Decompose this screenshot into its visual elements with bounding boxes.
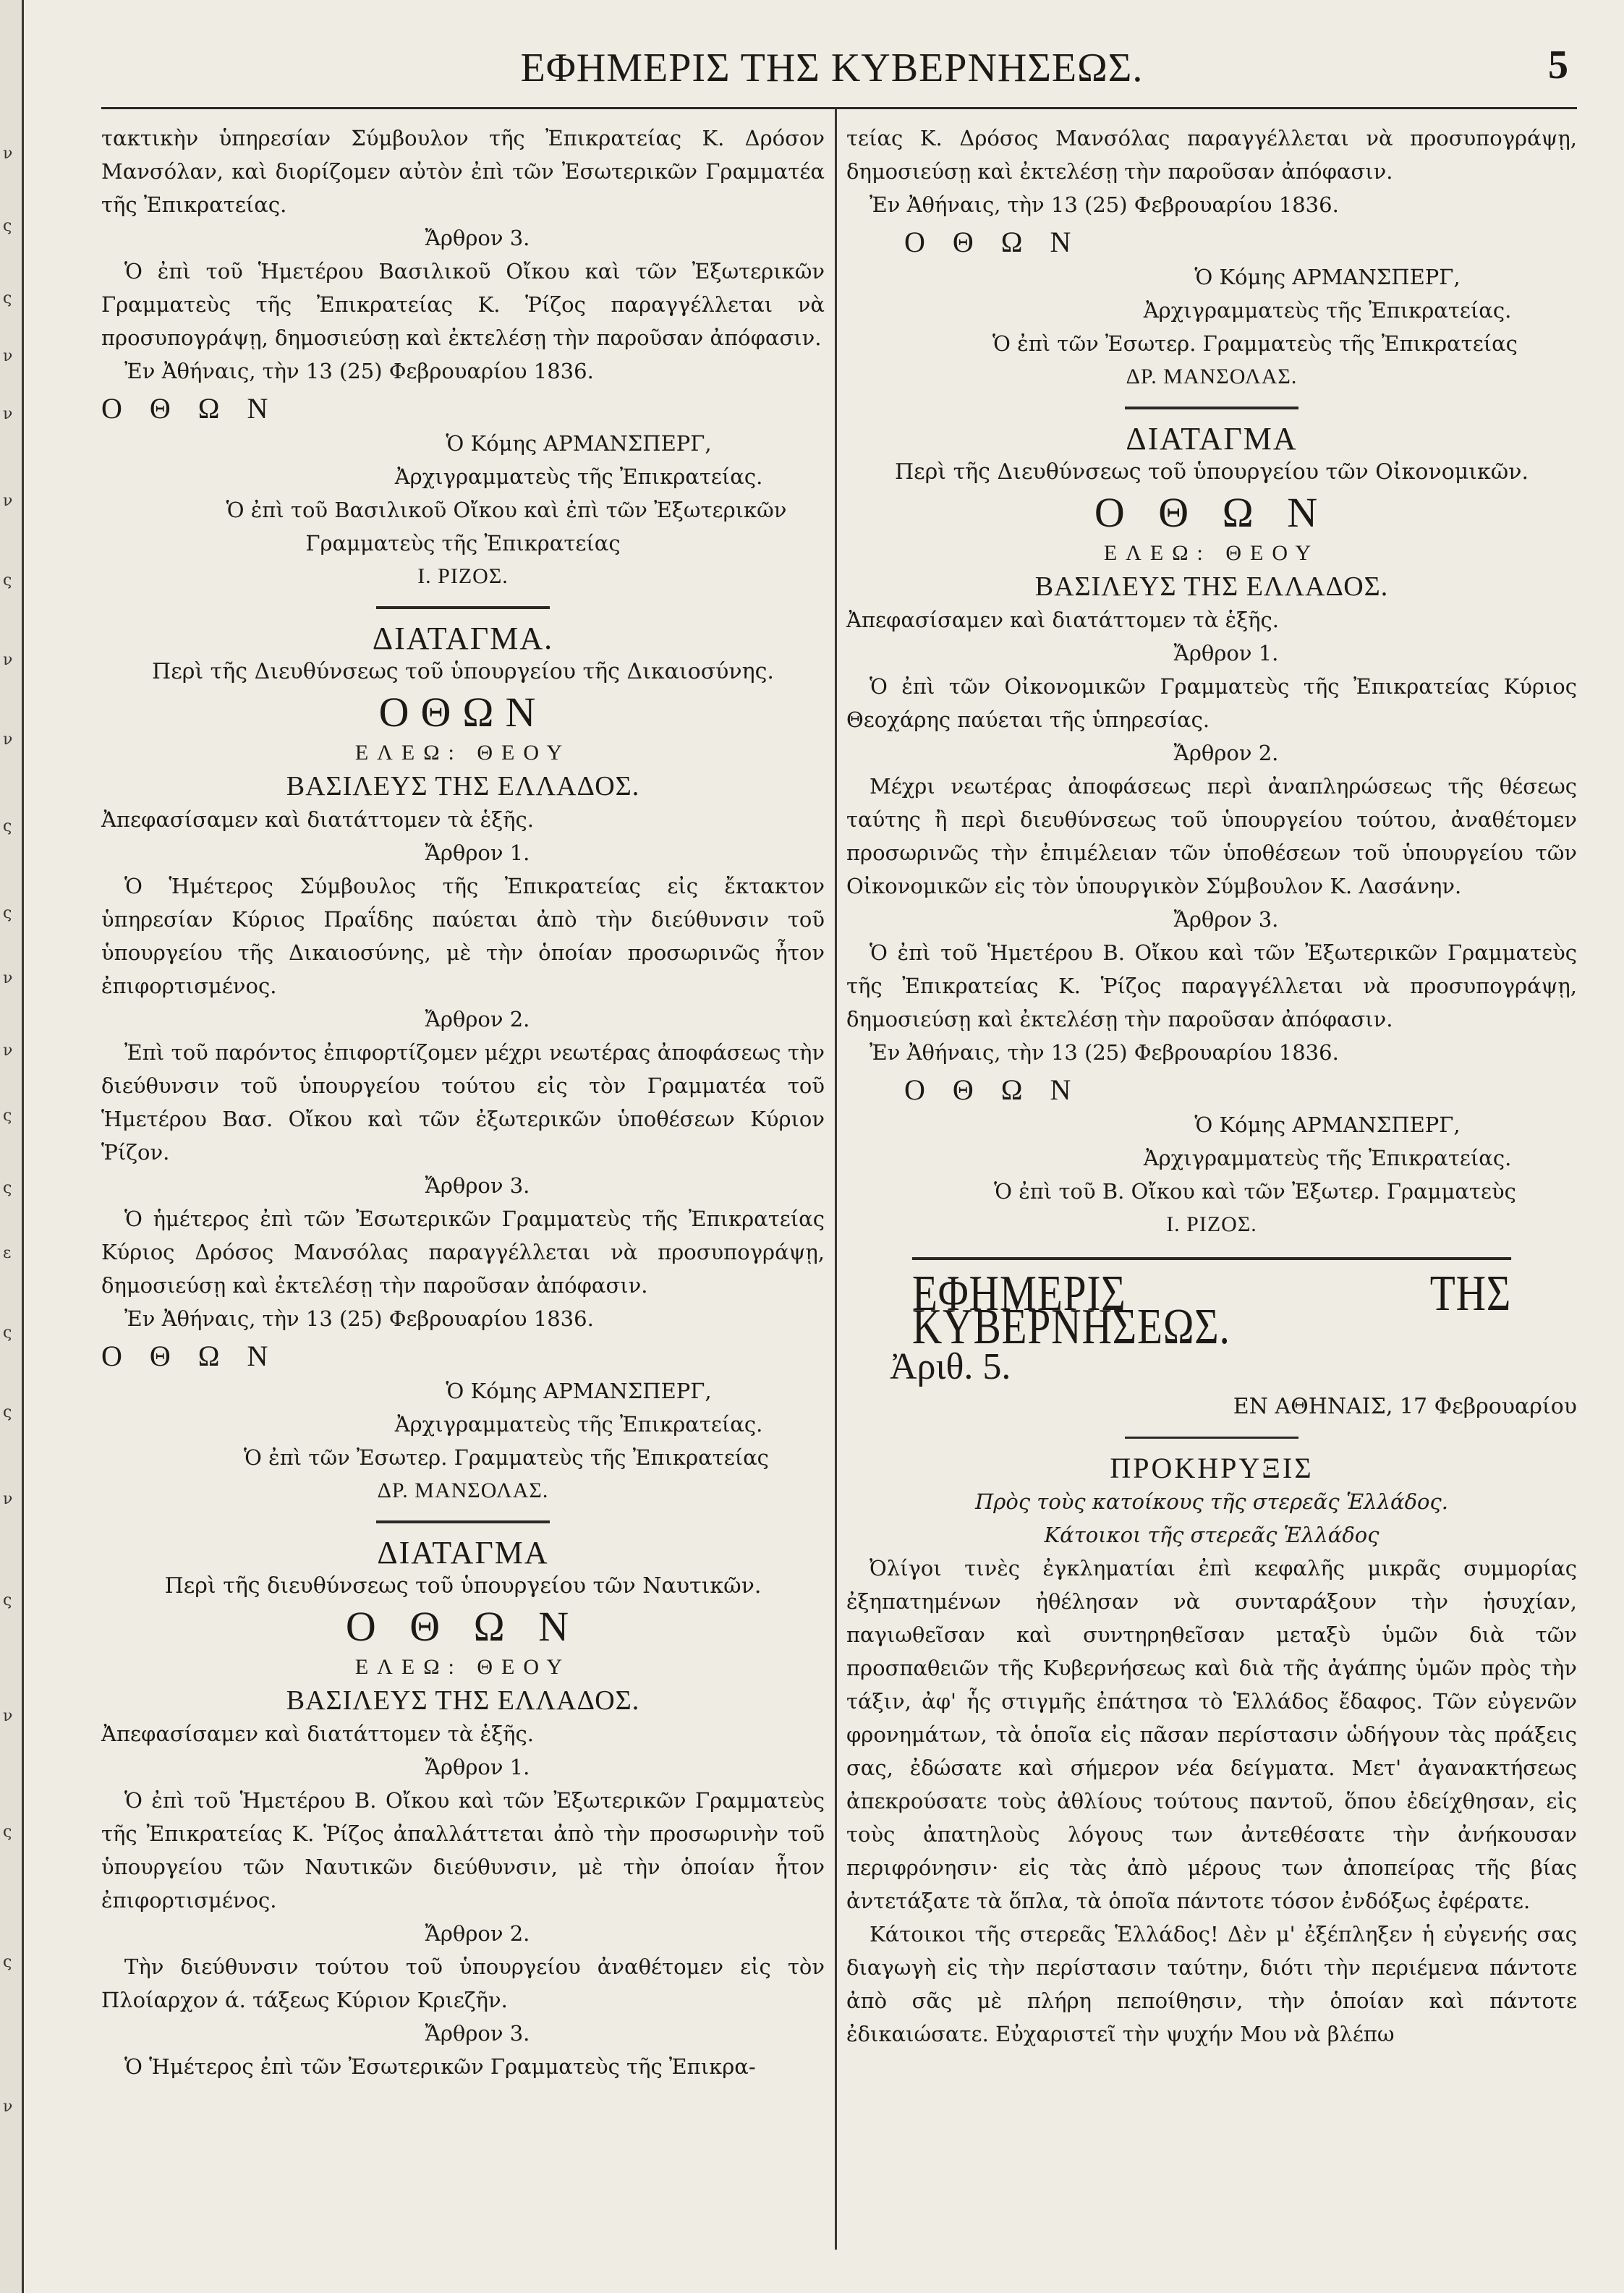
decree-subject: Περὶ τῆς Διευθύνσεως τοῦ ὑπουργείου τῶν Οἰκονομικῶν. bbox=[894, 459, 1529, 485]
proclamation-addressee: Πρὸς τοὺς κατοίκους τῆς στερεᾶς Ἑλλάδος. bbox=[975, 1489, 1448, 1514]
body-paragraph: τακτικὴν ὑπηρεσίαν Σύμβουλον τῆς Ἐπικρατείας Κ. Δρόσον Μανσόλαν, καὶ διορίζομεν αὐτὸν ἐπὶ τῶν Ἐσωτερικῶν Γραμματέα τῆς Ἐπικρατείας. bbox=[101, 126, 825, 217]
signature-secretary: Ὁ ἐπὶ τοῦ Βασιλικοῦ Οἴκου καὶ ἐπὶ τῶν Ἐξωτερικῶν bbox=[226, 498, 787, 522]
margin-fragment: ν bbox=[3, 731, 13, 749]
article-heading: Ἄρθρον 3. bbox=[425, 2021, 530, 2046]
body-paragraph: τείας Κ. Δρόσος Μανσόλας παραγγέλλεται νὰ προσυπογράψῃ, δημοσιεύσῃ καὶ ἐκτελέσῃ τὴν παροῦσαν ἀπόφασιν. bbox=[846, 126, 1577, 184]
body-paragraph: Ὁ ἐπὶ τῶν Οἰκονομικῶν Γραμματεὺς τῆς Ἐπικρατείας Κύριος Θεοχάρης παύεται τῆς ὑπηρεσίας. bbox=[846, 674, 1577, 732]
margin-fragment: ν bbox=[3, 2098, 13, 2116]
issue-dateline: ΕΝ ΑΘΗΝΑΙΣ, 17 Φεβρουαρίου bbox=[1233, 1394, 1577, 1419]
body-paragraph: Τὴν διεύθυνσιν τούτου τοῦ ὑπουργείου ἀναθέτομεν εἰς τὸν Πλοίαρχον ά. τάξεως Κύριον Κριεζῆν. bbox=[101, 1954, 825, 2012]
margin-fragment: ν bbox=[3, 1490, 13, 1508]
margin-fragment: ς bbox=[3, 1324, 12, 1342]
margin-fragment: ν bbox=[3, 405, 13, 423]
signature-name: Ι. ΡΙΖΟΣ. bbox=[417, 564, 509, 588]
decree-title: ΔΙΑΤΑΓΜΑ bbox=[377, 1535, 549, 1570]
signature-king: Ο Θ Ω Ν bbox=[101, 1340, 279, 1372]
decree-king-title: ΒΑΣΙΛΕΥΣ ΤΗΣ ΕΛΛΑΔΟΣ. bbox=[286, 771, 640, 801]
article-heading: Ἄρθρον 2. bbox=[425, 1007, 530, 1031]
date-line: Ἐν Ἀθήναις, τὴν 13 (25) Φεβρουαρίου 1836. bbox=[870, 1040, 1339, 1065]
signature-title: Ἀρχιγραμματεὺς τῆς Ἐπικρατείας. bbox=[394, 464, 763, 489]
signature-title: Ἀρχιγραμματεὺς τῆς Ἐπικρατείας. bbox=[1143, 1146, 1512, 1170]
article-heading: Ἄρθρον 3. bbox=[1173, 907, 1279, 932]
signature-king: Ο Θ Ω Ν bbox=[904, 1073, 1081, 1106]
decree-grace: ΕΛΕΩ: ΘΕΟΥ bbox=[1103, 541, 1320, 565]
margin-fragment: ς bbox=[3, 1403, 12, 1421]
margin-fragment: ς bbox=[3, 1179, 12, 1197]
article-heading: Ἄρθρον 1. bbox=[425, 841, 530, 865]
margin-fragment: ν bbox=[3, 1707, 13, 1725]
issue-number: Ἀριθ. 5. bbox=[890, 1346, 1011, 1387]
decree-king-title: ΒΑΣΙΛΕΥΣ ΤΗΣ ΕΛΛΑΔΟΣ. bbox=[286, 1685, 640, 1716]
signature-count: Ὁ Κόμης ΑΡΜΑΝΣΠΕΡΓ, bbox=[446, 1379, 712, 1403]
newspaper-masthead: ΕΦΗΜΕΡΙΣ ΤΗΣ ΚΥΒΕΡΝΗΣΕΩΣ. bbox=[520, 46, 1144, 90]
left-page-margin bbox=[0, 0, 24, 2293]
signature-name: Ι. ΡΙΖΟΣ. bbox=[1166, 1212, 1257, 1236]
margin-fragment: ς bbox=[3, 571, 12, 590]
decree-subject: Περὶ τῆς Διευθύνσεως τοῦ ὑπουργείου τῆς Δικαιοσύνης. bbox=[152, 659, 774, 684]
body-paragraph: Κάτοικοι τῆς στερεᾶς Ἑλλάδος! Δὲν μ' ἐξέπληξεν ἡ εὐγενής σας διαγωγὴ εἰς τὴν περίστασιν ταύτην, διότι τὴν περιέμενα πάντοτε ἀπὸ σᾶς μὲ πλήρη πεποίθησιν, τὴν ὁποίαν καὶ πάντοτε ἐδικαιώσατε. Εὐχαριστεῖ τὴν ψυχήν Μου νὰ βλέπω bbox=[846, 1922, 1577, 2046]
margin-fragment: ν bbox=[3, 1042, 13, 1060]
right-column bbox=[846, 122, 1577, 2051]
proclamation-title: ΠΡΟΚΗΡΥΞΙΣ bbox=[1110, 1452, 1314, 1484]
signature-count: Ὁ Κόμης ΑΡΜΑΝΣΠΕΡΓ, bbox=[446, 431, 712, 456]
date-line: Ἐν Ἀθήναις, τὴν 13 (25) Φεβρουαρίου 1836. bbox=[124, 1306, 594, 1331]
decree-intro: Ἀπεφασίσαμεν καὶ διατάττομεν τὰ ἑξῆς. bbox=[101, 807, 534, 832]
article-heading: Ἄρθρον 1. bbox=[1173, 641, 1279, 665]
margin-fragment: ν bbox=[3, 145, 13, 163]
margin-fragment: ε bbox=[3, 1244, 12, 1262]
signature-secretary-title: Γραμματεὺς τῆς Ἐπικρατείας bbox=[305, 531, 621, 556]
page-number: 5 bbox=[1548, 43, 1568, 88]
decree-king-name: Ο Θ Ω Ν bbox=[345, 1603, 581, 1650]
body-paragraph: Ὁ ἡμέτερος ἐπὶ τῶν Ἐσωτερικῶν Γραμματεὺς τῆς Ἐπικρατείας Κύριος Δρόσος Μανσόλας παραγγέλλεται νὰ προσυπογράψῃ, δημοσιεύσῃ καὶ ἐκτελέσῃ τὴν παροῦσαν ἀπόφασιν. bbox=[101, 1207, 825, 1298]
signature-name: ΔΡ. ΜΑΝΣΟΛΑΣ. bbox=[1126, 365, 1298, 388]
left-column bbox=[101, 122, 825, 2083]
decree-title: ΔΙΑΤΑΓΜΑ bbox=[1126, 421, 1298, 456]
body-paragraph: Ὀλίγοι τινὲς ἐγκληματίαι ἐπὶ κεφαλῆς μικρᾶς συμμορίας ἐξηπατημένων ἠθέλησαν νὰ συνταράξουν τὴν ἡσυχίαν, παγιωθεῖσαν καὶ συντηρηθεῖσαν μεταξὺ ὑμῶν διὰ τῶν προσπαθειῶν τῆς Κυβερνήσεως καὶ διὰ τῆς ἀγάπης ὑμῶν πρὸς τὴν τάξιν, ἀφ' ἧς στιγμῆς ἐπάτησα τὸ Ἑλλάδος ἔδαφος. Τῶν εὐγενῶν φρονημάτων, τὰ ὁποῖα εἰς πᾶσαν περίστασιν ὡδήγουν τὰς πράξεις σας, ἐδώσατε καὶ σήμερον νέα δείγματα. Μετ' ἀγανακτήσεως ἀπεκρούσατε τοὺς ἀθλίους τούτους παντοῦ, ὅπου ἐδείχθησαν, εἰς τοὺς ἀπατηλοὺς λόγους των ἀντεθέσατε τὴν ἀνήκουσαν περιφρόνησιν· εἰς τὰς ἀπὸ μέρους των ἀποπείρας τῆς βίας ἀντετάξατε τὰ ὅπλα, τὰ ὁποῖα πάντοτε τόσον ἐνδόξως ἐφέρατε. bbox=[846, 1556, 1577, 1913]
body-paragraph: Ὁ ἐπὶ τοῦ Ἡμετέρου Β. Οἴκου καὶ τῶν Ἐξωτερικῶν Γραμματεὺς τῆς Ἐπικρατείας Κ. Ῥίζος παραγγέλλεται νὰ προσυπογράψῃ, δημοσιεύσῃ καὶ ἐκτελέσῃ τὴν παροῦσαν ἀπόφασιν. bbox=[846, 940, 1577, 1031]
header-rule bbox=[101, 107, 1577, 109]
decree-intro: Ἀπεφασίσαμεν καὶ διατάττομεν τὰ ἑξῆς. bbox=[846, 608, 1279, 632]
signature-secretary: Ὁ ἐπὶ τοῦ Β. Οἴκου καὶ τῶν Ἐξωτερ. Γραμματεὺς bbox=[994, 1179, 1516, 1204]
date-line: Ἐν Ἀθήναις, τὴν 13 (25) Φεβρουαρίου 1836. bbox=[124, 359, 594, 383]
margin-fragment: ς bbox=[3, 1953, 12, 1971]
article-heading: Ἄρθρον 3. bbox=[425, 226, 530, 250]
decree-king-name: Ο Θ Ω Ν bbox=[1094, 489, 1330, 536]
margin-fragment: ν bbox=[3, 347, 13, 365]
column-divider bbox=[835, 109, 837, 2250]
body-paragraph: Ὁ Ἡμέτερος Σύμβουλος τῆς Ἐπικρατείας εἰς ἔκτακτον ὑπηρεσίαν Κύριος Πραΐδης παύεται ἀπὸ τὴν διεύθυνσιν τοῦ ὑπουργείου τῆς Δικαιοσύνης, μὲ τὴν ὁποίαν προσωρινῶς ἦτον ἐπιφορτισμένος. bbox=[101, 874, 825, 998]
section-rule bbox=[376, 1520, 550, 1523]
article-heading: Ἄρθρον 2. bbox=[425, 1921, 530, 1946]
margin-fragment: ς bbox=[3, 1107, 12, 1125]
margin-fragment: ς bbox=[3, 1591, 12, 1609]
proclamation-salutation: Κάτοικοι τῆς στερεᾶς Ἑλλάδος bbox=[1044, 1523, 1379, 1547]
margin-fragment: ς bbox=[3, 1823, 12, 1841]
signature-title: Ἀρχιγραμματεὺς τῆς Ἐπικρατείας. bbox=[1143, 298, 1512, 323]
article-heading: Ἄρθρον 1. bbox=[425, 1755, 530, 1779]
decree-grace: ΕΛΕΩ: ΘΕΟΥ bbox=[354, 741, 571, 765]
decree-king-title: ΒΑΣΙΛΕΥΣ ΤΗΣ ΕΛΛΑΔΟΣ. bbox=[1034, 571, 1389, 602]
date-line: Ἐν Ἀθήναις, τὴν 13 (25) Φεβρουαρίου 1836. bbox=[870, 192, 1339, 217]
signature-secretary: Ὁ ἐπὶ τῶν Ἐσωτερ. Γραμματεὺς τῆς Ἐπικρατείας bbox=[992, 331, 1518, 356]
body-paragraph: Ὁ Ἡμέτερος ἐπὶ τῶν Ἐσωτερικῶν Γραμματεὺς τῆς Ἐπικρα- bbox=[124, 2054, 756, 2079]
body-paragraph: Ὁ ἐπὶ τοῦ Ἡμετέρου Β. Οἴκου καὶ τῶν Ἐξωτερικῶν Γραμματεὺς τῆς Ἐπικρατείας Κ. Ῥίζος ἀπαλλάττεται ἀπὸ τὴν προσωρινὴν τοῦ ὑπουργείου τῶν Ναυτικῶν διεύθυνσιν, μὲ τὴν ὁποίαν ἦτον ἐπιφορτισμένος. bbox=[101, 1788, 825, 1913]
signature-count: Ὁ Κόμης ΑΡΜΑΝΣΠΕΡΓ, bbox=[1194, 1113, 1461, 1137]
margin-fragment: ν bbox=[3, 969, 13, 987]
signature-king: Ο Θ Ω Ν bbox=[101, 392, 279, 425]
decree-king-name: ΟΘΩΝ bbox=[378, 689, 548, 736]
margin-fragment: ς bbox=[3, 817, 12, 835]
article-heading: Ἄρθρον 2. bbox=[1173, 741, 1279, 765]
issue-masthead: ΕΦΗΜΕΡΙΣ ΤΗΣ ΚΥΒΕΡΝΗΣΕΩΣ. bbox=[912, 1257, 1511, 1344]
signature-name: ΔΡ. ΜΑΝΣΟΛΑΣ. bbox=[377, 1479, 549, 1502]
signature-secretary: Ὁ ἐπὶ τῶν Ἐσωτερ. Γραμματεὺς τῆς Ἐπικρατείας bbox=[244, 1445, 769, 1470]
decree-subject: Περὶ τῆς διευθύνσεως τοῦ ὑπουργείου τῶν Ναυτικῶν. bbox=[164, 1573, 762, 1599]
body-paragraph: Ἐπὶ τοῦ παρόντος ἐπιφορτίζομεν μέχρι νεωτέρας ἀποφάσεως τὴν διεύθυνσιν τοῦ ὑπουργείου τούτου εἰς τὸν Γραμματέα τοῦ Ἡμετέρου Βασ. Οἴκου καὶ τῶν ἐξωτερικῶν ὑποθέσεων Κύριον Ῥίζον. bbox=[101, 1040, 825, 1165]
decree-title: ΔΙΑΤΑΓΜΑ. bbox=[372, 621, 554, 656]
margin-fragment: ς bbox=[3, 289, 12, 307]
margin-fragment: ν bbox=[3, 492, 13, 510]
margin-fragment: ν bbox=[3, 651, 13, 669]
margin-fragment: ς bbox=[3, 217, 12, 235]
section-rule bbox=[1125, 407, 1298, 409]
signature-title: Ἀρχιγραμματεὺς τῆς Ἐπικρατείας. bbox=[394, 1412, 763, 1437]
section-rule bbox=[1125, 1437, 1298, 1439]
body-paragraph: Ὁ ἐπὶ τοῦ Ἡμετέρου Βασιλικοῦ Οἴκου καὶ τῶν Ἐξωτερικῶν Γραμματεὺς τῆς Ἐπικρατείας Κ. Ῥίζος παραγγέλλεται νὰ προσυπογράψῃ, δημοσιεύσῃ καὶ ἐκτελέσῃ τὴν παροῦσαν ἀπόφασιν. bbox=[101, 259, 825, 350]
decree-intro: Ἀπεφασίσαμεν καὶ διατάττομεν τὰ ἑξῆς. bbox=[101, 1722, 534, 1746]
article-heading: Ἄρθρον 3. bbox=[425, 1173, 530, 1198]
signature-count: Ὁ Κόμης ΑΡΜΑΝΣΠΕΡΓ, bbox=[1194, 265, 1461, 289]
margin-fragment: ς bbox=[3, 904, 12, 922]
signature-king: Ο Θ Ω Ν bbox=[904, 226, 1081, 258]
section-rule bbox=[376, 606, 550, 609]
decree-grace: ΕΛΕΩ: ΘΕΟΥ bbox=[354, 1655, 571, 1679]
body-paragraph: Μέχρι νεωτέρας ἀποφάσεως περὶ ἀναπληρώσεως τῆς θέσεως ταύτης ἢ περὶ διευθύνσεως τοῦ ὑπουργείου τούτου, ἀναθέτομεν προσωρινῶς τὴν ἐπιμέλειαν τῶν ὑποθέσεων τοῦ ὑπουργείου τῶν Οἰκονομικῶν εἰς τὸν ὑπουργικὸν Σύμβουλον Κ. Λασάνην. bbox=[846, 774, 1577, 898]
